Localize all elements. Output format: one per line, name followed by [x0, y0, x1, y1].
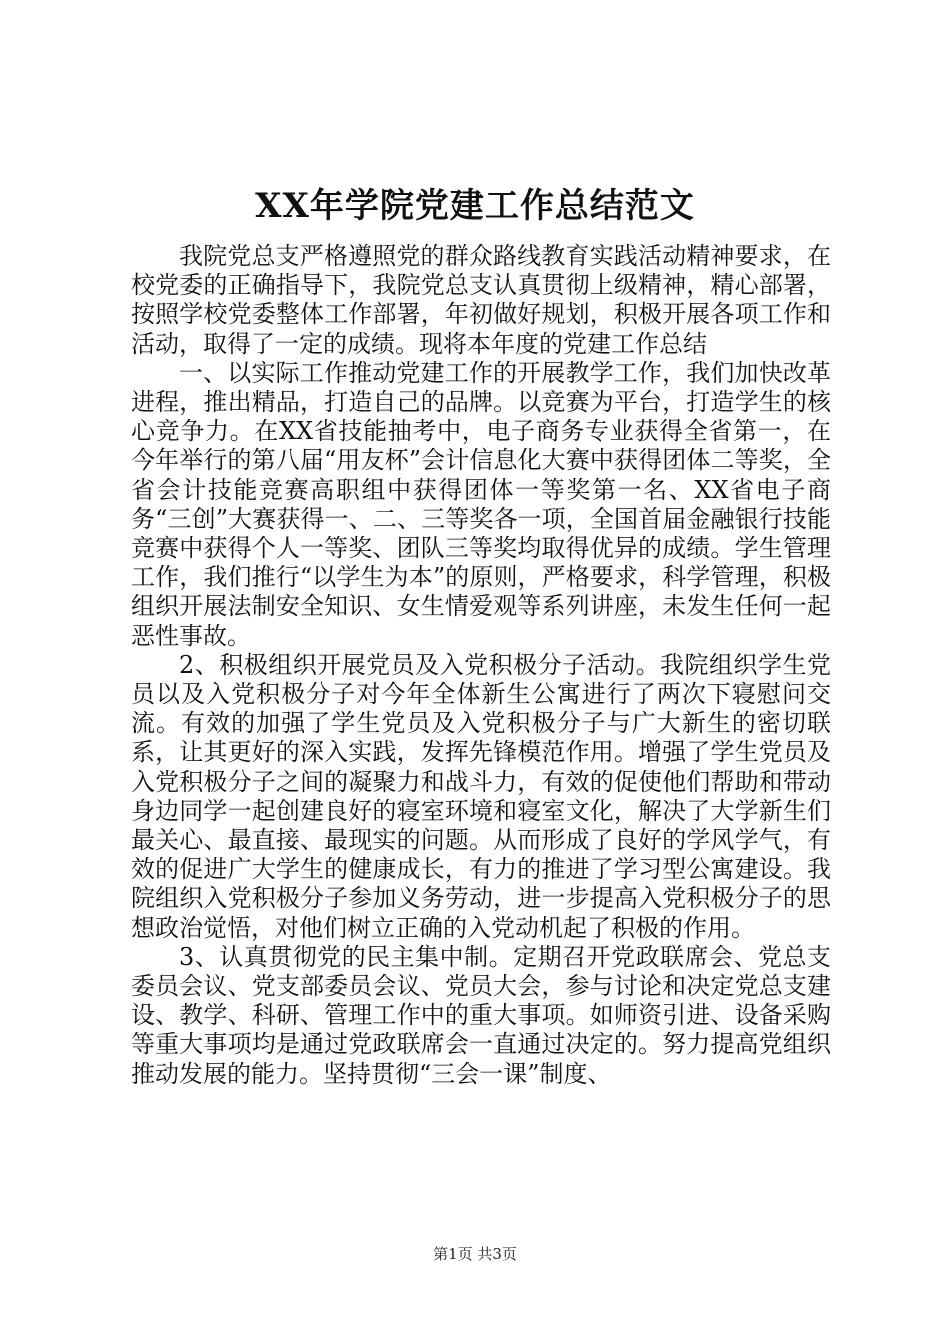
- page-number-footer: 第1页 共3页: [433, 1245, 517, 1263]
- paragraph-intro: 我院党总支严格遵照党的群众路线教育实践活动精神要求，在校党委的正确指导下，我院党总支认真贯彻上级精神，精心部署，按照学校党委整体工作部署，年初做好规划，积极开展各项工作和活动，取得了一定的成绩。现将本年度的党建工作总结: [131, 242, 831, 358]
- document-body: [131, 242, 831, 1089]
- document-title: XX年学院党建工作总结范文: [255, 186, 695, 226]
- paragraph-section-2: 2、积极组织开展党员及入党积极分子活动。我院组织学生党员以及入党积极分子对今年全体新生公寓进行了两次下寝慰问交流。有效的加强了学生党员及入党积极分子与广大新生的密切联系，让其更好的深入实践，发挥先锋模范作用。增强了学生党员及入党积极分子之间的凝聚力和战斗力，有效的促使他们帮助和带动身边同学一起创建良好的寝室环境和寝室文化，解决了大学新生们最关心、最直接、最现实的问题。从而形成了良好的学风学气，有效的促进广大学生的健康成长，有力的推进了学习型公寓建设。我院组织入党积极分子参加义务劳动，进一步提高入党积极分子的思想政治觉悟，对他们树立正确的入党动机起了积极的作用。: [131, 650, 831, 942]
- paragraph-section-3: 3、认真贯彻党的民主集中制。定期召开党政联席会、党总支委员会议、党支部委员会议、党员大会，参与讨论和决定党总支建设、教学、科研、管理工作中的重大事项。如师资引进、设备采购等重大事项均是通过党政联席会一直通过决定的。努力提高党组织推动发展的能力。坚持贯彻“三会一课”制度、: [131, 942, 831, 1088]
- paragraph-section-1: 一、以实际工作推动党建工作的开展教学工作，我们加快改革进程，推出精品，打造自己的品牌。以竞赛为平台，打造学生的核心竞争力。在XX省技能抽考中，电子商务专业获得全省第一，在今年举行的第八届“用友杯”会计信息化大赛中获得团体二等奖，全省会计技能竞赛高职组中获得团体一等奖第一名、XX省电子商务“三创”大赛获得一、二、三等奖各一项，全国首届金融银行技能竞赛中获得个人一等奖、团队三等奖均取得优异的成绩。学生管理工作，我们推行“以学生为本”的原则，严格要求，科学管理，积极组织开展法制安全知识、女生情爱观等系列讲座，未发生任何一起恶性事故。: [131, 358, 831, 650]
